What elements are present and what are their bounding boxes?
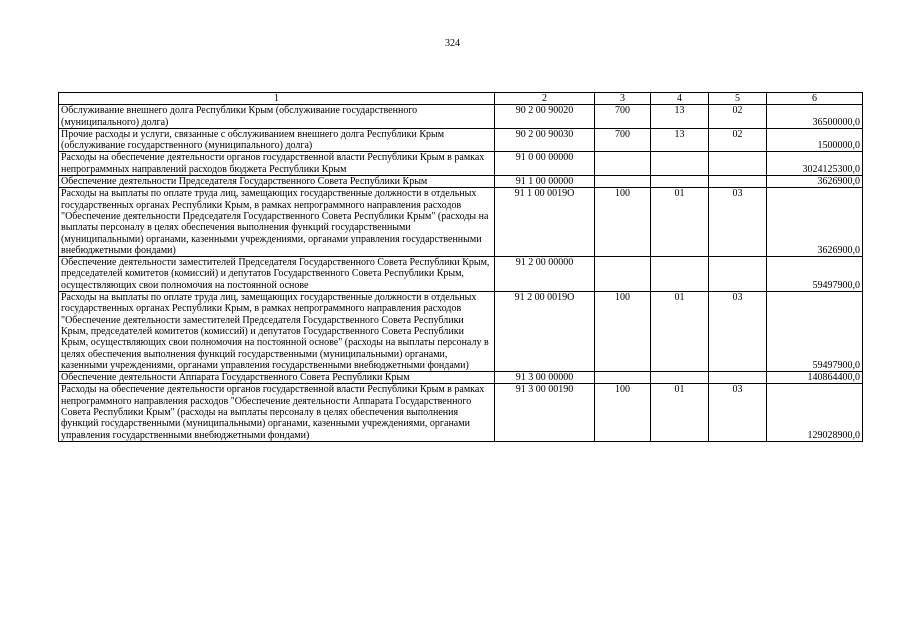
subsection-code: 02 <box>709 128 767 152</box>
expense-name: Обеспечение деятельности заместителей Председателя Государственного Совета Республики Крым, председателей комитетов (комиссий) и депутатов Государственного Совета Республики Крым, осуществляющих свои полномочия на постоянной основе <box>59 257 495 292</box>
subsection-code <box>709 152 767 176</box>
budget-table <box>58 92 863 442</box>
table-row <box>59 128 863 152</box>
section-code: 13 <box>651 128 709 152</box>
column-header: 6 <box>767 93 863 105</box>
column-header: 2 <box>495 93 595 105</box>
section-code <box>651 176 709 188</box>
page-number: 324 <box>445 38 460 49</box>
section-code <box>651 372 709 384</box>
subsection-code <box>709 372 767 384</box>
expense-name: Расходы на обеспечение деятельности органов государственной власти Республики Крым в рамках непрограммных направлений расходов бюджета Республики Крым <box>59 152 495 176</box>
table-row <box>59 176 863 188</box>
expense-name: Обслуживание внешнего долга Республики Крым (обслуживание государственного (муниципального) долга) <box>59 105 495 129</box>
expense-name: Прочие расходы и услуги, связанные с обслуживанием внешнего долга Республики Крым (обслуживание государственного (муниципального) долга) <box>59 128 495 152</box>
table-row <box>59 292 863 372</box>
target-article-code: 91 1 00 00000 <box>495 176 595 188</box>
amount: 129028900,0 <box>767 384 863 441</box>
amount: 59497900,0 <box>767 257 863 292</box>
section-code <box>651 152 709 176</box>
column-header: 4 <box>651 93 709 105</box>
expense-name: Расходы на выплаты по оплате труда лиц, замещающих государственные должности в отдельных государственных органах Республики Крым, в рамках непрограммного направления расходов "Обеспечение деятельности Председателя Государственного Совета Республики Крым" (расходы на выплаты персоналу в целях обеспечения выполнения функций государственными (муниципальными) органами, казенными учреждениями, органами управления государственными внебюджетными фондами) <box>59 188 495 257</box>
target-article-code: 90 2 00 90030 <box>495 128 595 152</box>
target-article-code: 91 0 00 00000 <box>495 152 595 176</box>
target-article-code: 90 2 00 90020 <box>495 105 595 129</box>
column-header: 1 <box>59 93 495 105</box>
amount: 3024125300,0 <box>767 152 863 176</box>
section-code: 01 <box>651 188 709 257</box>
section-code: 13 <box>651 105 709 129</box>
target-article-code: 91 1 00 0019О <box>495 188 595 257</box>
amount: 3626900,0 <box>767 176 863 188</box>
subsection-code: 03 <box>709 384 767 441</box>
expense-type-code: 100 <box>595 384 651 441</box>
column-header: 5 <box>709 93 767 105</box>
amount: 36500000,0 <box>767 105 863 129</box>
expense-type-code: 700 <box>595 105 651 129</box>
amount: 1500000,0 <box>767 128 863 152</box>
table-row <box>59 384 863 441</box>
table-row <box>59 372 863 384</box>
table-row <box>59 188 863 257</box>
table-row <box>59 257 863 292</box>
expense-type-code <box>595 152 651 176</box>
subsection-code: 03 <box>709 292 767 372</box>
expense-name: Расходы на выплаты по оплате труда лиц, замещающих государственные должности в отдельных государственных органах Республики Крым, в рамках непрограммного направления расходов "Обеспечение деятельности заместителей Председателя Государственного Совета Республики Крым, председателей комитетов (комиссий) и депутатов Государственного Совета Республики Крым, осуществляющих свои полномочия на постоянной основе" (расходы на выплаты персоналу в целях обеспечения выполнения функций государственными (муниципальными) органами, казенными учреждениями, органами управления государственными внебюджетными фондами) <box>59 292 495 372</box>
target-article-code: 91 2 00 0019О <box>495 292 595 372</box>
column-header: 3 <box>595 93 651 105</box>
table-header-row <box>59 93 863 105</box>
expense-type-code <box>595 372 651 384</box>
expense-name: Обеспечение деятельности Аппарата Государственного Совета Республики Крым <box>59 372 495 384</box>
section-code: 01 <box>651 384 709 441</box>
expense-type-code: 700 <box>595 128 651 152</box>
expense-type-code: 100 <box>595 292 651 372</box>
target-article-code: 91 2 00 00000 <box>495 257 595 292</box>
amount: 3626900,0 <box>767 188 863 257</box>
table-row <box>59 152 863 176</box>
expense-type-code: 100 <box>595 188 651 257</box>
target-article-code: 91 3 00 00000 <box>495 372 595 384</box>
expense-type-code <box>595 176 651 188</box>
section-code <box>651 257 709 292</box>
expense-type-code <box>595 257 651 292</box>
subsection-code <box>709 176 767 188</box>
expense-name: Обеспечение деятельности Председателя Государственного Совета Республики Крым <box>59 176 495 188</box>
subsection-code: 02 <box>709 105 767 129</box>
subsection-code: 03 <box>709 188 767 257</box>
amount: 140864400,0 <box>767 372 863 384</box>
expense-name: Расходы на обеспечение деятельности органов государственной власти Республики Крым в рамках непрограммного направления расходов "Обеспечение деятельности Аппарата Государственного Совета Республики Крым" (расходы на выплаты персоналу в целях обеспечения выполнения функций государственными (муниципальными) органами, казенными учреждениями, органами управления государственными внебюджетными фондами) <box>59 384 495 441</box>
subsection-code <box>709 257 767 292</box>
target-article-code: 91 3 00 00190 <box>495 384 595 441</box>
amount: 59497900,0 <box>767 292 863 372</box>
section-code: 01 <box>651 292 709 372</box>
table-row <box>59 105 863 129</box>
